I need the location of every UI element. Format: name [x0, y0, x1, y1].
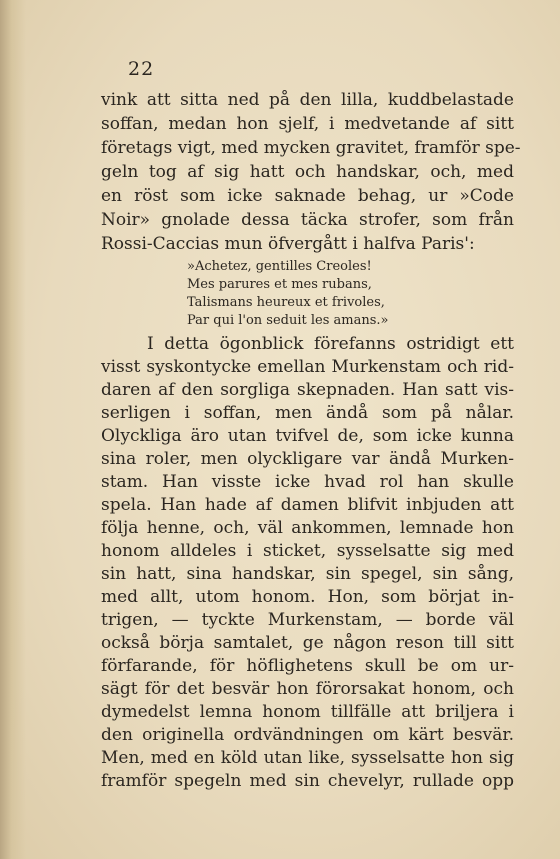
text-line: Olyckliga äro utan tvifvel de, som icke kunna	[101, 426, 514, 446]
text-line: följa henne, och, väl ankommen, lemnade hon	[101, 518, 514, 538]
text-line: serligen i soffan, men ändå som på nålar.	[101, 403, 514, 423]
page-number: 22	[128, 58, 155, 80]
text-line: I detta ögonblick förefanns ostridigt ett	[147, 334, 514, 354]
verse-line: Talismans heureux et frivoles,	[187, 295, 385, 310]
text-line: Men, med en köld utan like, sysselsatte hon sig	[101, 748, 514, 768]
text-line: företags vigt, med mycken gravitet, framför spe-	[101, 138, 521, 158]
text-line: sina roler, men olyckligare var ändå Murken-	[101, 449, 514, 469]
text-line: med allt, utom honom. Hon, som börjat in-	[101, 587, 514, 607]
text-line: visst syskontycke emellan Murkenstam och rid-	[101, 357, 514, 377]
text-line: stam. Han visste icke hvad rol han skulle	[101, 472, 514, 492]
text-line: Noir» gnolade dessa täcka strofer, som från	[101, 210, 514, 230]
text-line: daren af den sorgliga skepnaden. Han satt vis-	[101, 380, 514, 400]
text-line: spela. Han hade af damen blifvit inbjuden att	[101, 495, 514, 515]
text-line: Rossi-Caccias mun öfvergått i halfva Paris':	[101, 234, 475, 254]
text-line: den originella ordvändningen om kärt besvär.	[101, 725, 514, 745]
binding-gutter	[0, 0, 26, 859]
text-line: sin hatt, sina handskar, sin spegel, sin sång,	[101, 564, 514, 584]
text-line: geln tog af sig hatt och handskar, och, med	[101, 162, 514, 182]
text-line: också börja samtalet, ge någon reson till sitt	[101, 633, 514, 653]
text-line: förfarande, för höflighetens skull be om ur-	[101, 656, 514, 676]
text-line: vink att sitta ned på den lilla, kuddbelastade	[101, 90, 514, 110]
text-line: trigen, — tyckte Murkenstam, — borde väl	[101, 610, 514, 630]
text-line: honom alldeles i sticket, sysselsatte sig med	[101, 541, 514, 561]
text-line: framför spegeln med sin chevelyr, rullade opp	[101, 771, 514, 791]
text-line: dymedelst lemna honom tillfälle att briljera i	[101, 702, 514, 722]
verse-line: »Achetez, gentilles Creoles!	[187, 259, 372, 274]
text-line: soffan, medan hon sjelf, i medvetande af sitt	[101, 114, 514, 134]
text-line: en röst som icke saknade behag, ur »Code	[101, 186, 514, 206]
verse-line: Mes parures et mes rubans,	[187, 277, 372, 292]
text-line: sägt för det besvär hon förorsakat honom, och	[101, 679, 514, 699]
verse-line: Par qui l'on seduit les amans.»	[187, 313, 389, 328]
